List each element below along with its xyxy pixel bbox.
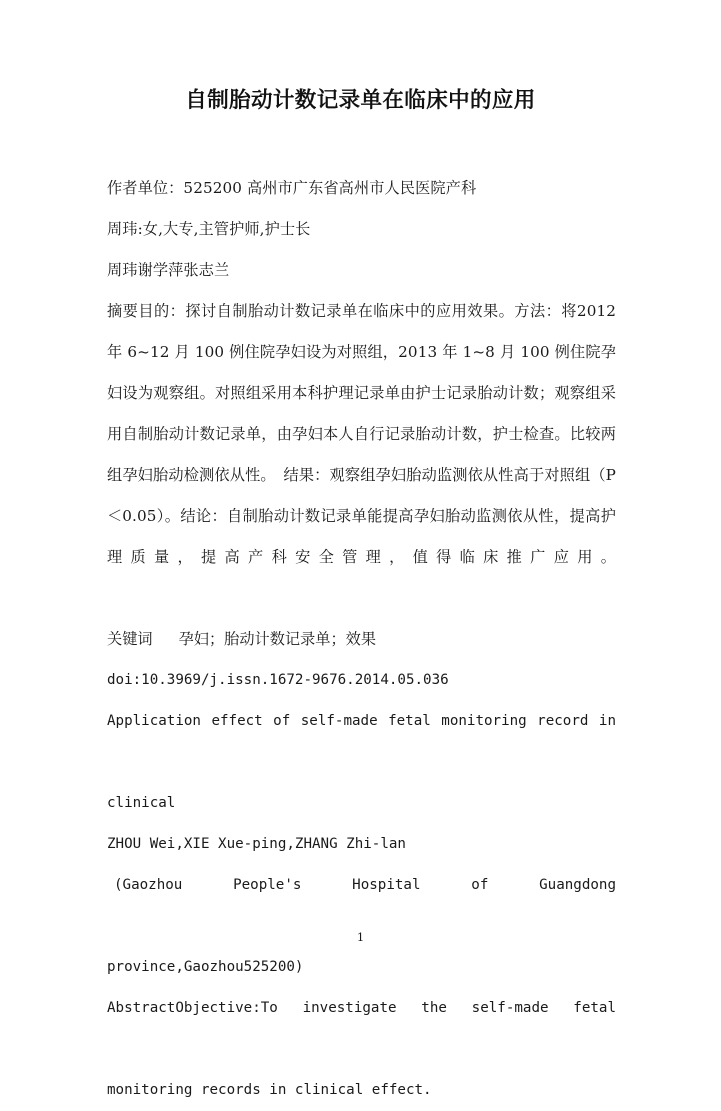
title-english-line2: clinical (107, 795, 176, 811)
author-bio-line: 周玮:女,大专,主管护师,护士长 (107, 220, 311, 238)
abstract-english-line1: AbstractObjective:To investigate the self-made fetal (107, 1000, 616, 1016)
abstract-english-line2: monitoring records in clinical effect. (107, 1082, 432, 1098)
keywords-label: 关键词 (107, 630, 153, 648)
page-number: 1 (356, 930, 365, 944)
abstract-chinese: 摘要目的：探讨自制胎动计数记录单在临床中的应用效果。方法：将2012 年 6~12 月 100 例住院孕妇设为对照组，2013 年 1~8 月 100 例住院孕妇设为观察组。对照组采用本科护理记录单由护士记录胎动计数；观察组采用自制胎动计数记录单，由孕妇本人自行记录胎动计数，护士检查。比较两组孕妇胎动检测依从性。 结果：观察组孕妇胎动监测依从性高于对照组（P＜0.05）。结论：自制胎动计数记录单能提高孕妇胎动监测依从性，提高护理质量，提高产科安全管理，值得临床推广应用。 (107, 302, 616, 566)
affiliation-line: 作者单位：525200 高州市广东省高州市人民医院产科 (107, 179, 477, 197)
page-title: 自制胎动计数记录单在临床中的应用 (185, 88, 536, 113)
affiliation-english-line2: province,Gaozhou525200) (107, 959, 304, 975)
affiliation-english-text1: (Gaozhou People's Hospital of Guangdong (114, 877, 616, 893)
doi-line: doi:10.3969/j.issn.1672-9676.2014.05.036 (107, 672, 449, 688)
authors-english-line: ZHOU Wei,XIE Xue-ping,ZHANG Zhi-lan (107, 836, 406, 852)
authors-chinese-line: 周玮谢学萍张志兰 (107, 261, 230, 279)
keywords-chinese-line (107, 619, 616, 660)
document-body (107, 168, 616, 1111)
title-english-line1: Application effect of self-made fetal monitoring record in (107, 713, 616, 729)
keywords-value: 孕妇；胎动计数记录单；效果 (178, 630, 376, 648)
